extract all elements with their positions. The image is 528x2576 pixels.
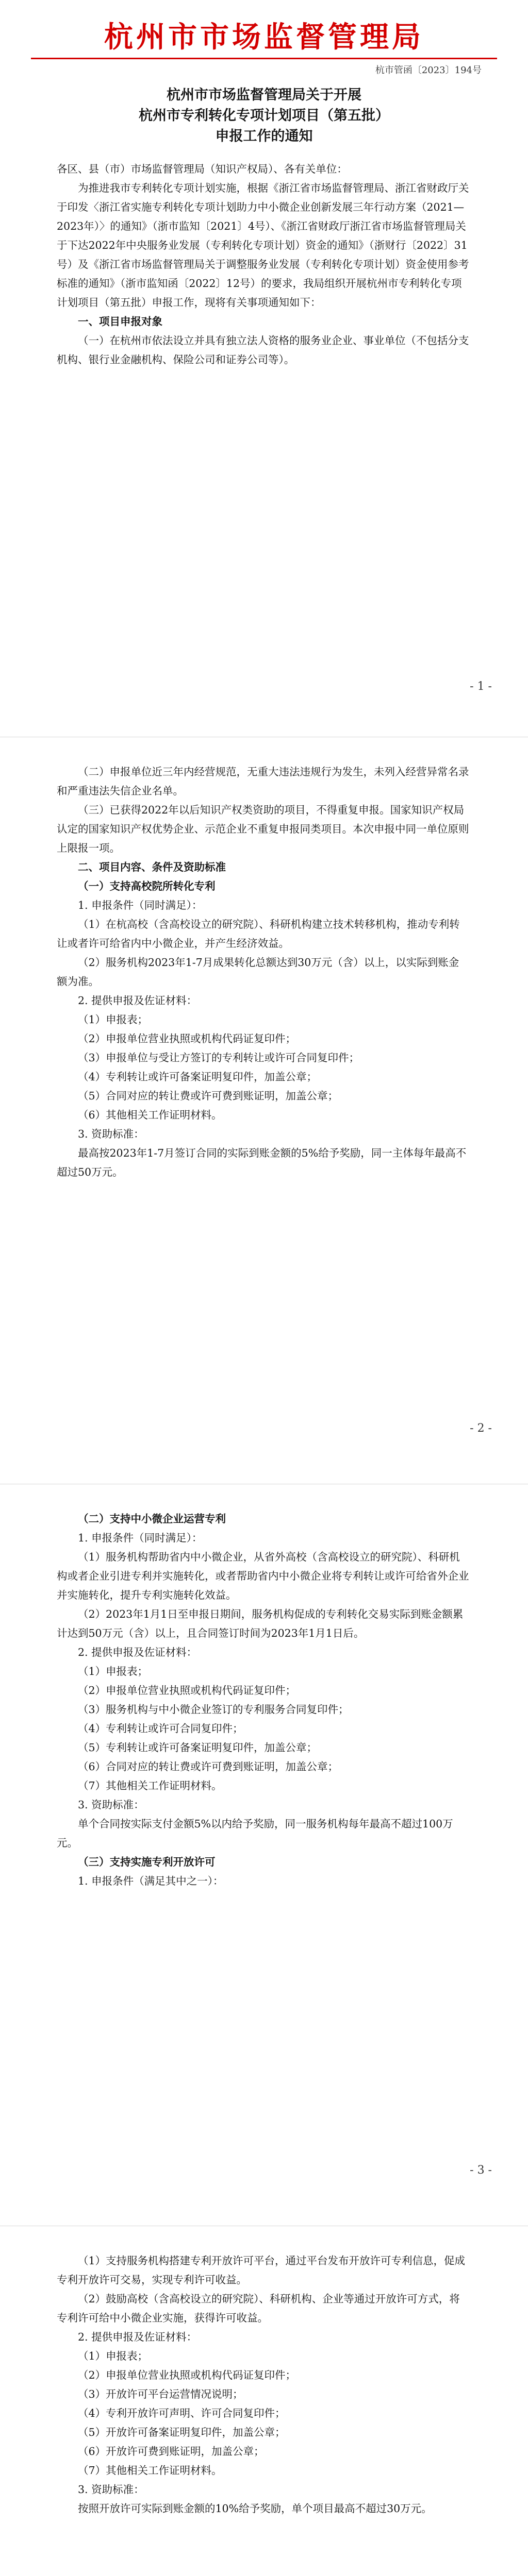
paragraph: （1）在杭高校（含高校设立的研究院）、科研机构建立技术转移机构，推动专利转让或者许可给省内中小微企业，并产生经济效益。: [57, 918, 460, 950]
subsection-heading: （三）支持实施专利开放许可: [78, 1856, 216, 1868]
page-4-content: [57, 2251, 469, 2518]
document-number: 杭市管函〔2023〕194号: [375, 65, 482, 76]
list-item: （5）开放许可备案证明复印件，加盖公章；: [78, 2426, 286, 2438]
list-item: （2）申报单位营业执照或机构代码证复印件；: [78, 1684, 296, 1697]
list-item: （7）其他相关工作证明材料。: [78, 2464, 222, 2477]
list-item: （7）其他相关工作证明材料。: [78, 1780, 222, 1792]
paragraph: 1. 申报条件（满足其中之一）：: [78, 1875, 224, 1887]
paragraph: （2）2023年1月1日至申报日期间，服务机构促成的专利转化交易实际到账金额累计达到50万元（含）以上，且合同签订时间为2023年1月1日后。: [57, 1608, 464, 1639]
list-item: （6）合同对应的转让费或许可费到账证明，加盖公章；: [78, 1760, 339, 1773]
page-2-content: [57, 762, 469, 1182]
paragraph: 1. 申报条件（同时满足）：: [78, 899, 203, 911]
list-item: （2）申报单位营业执照或机构代码证复印件；: [78, 1032, 296, 1045]
page-number: - 3 -: [470, 2164, 492, 2177]
paragraph: 2. 提供申报及佐证材料：: [78, 994, 197, 1007]
paragraph: 2. 提供申报及佐证材料：: [78, 1646, 197, 1658]
list-item: （5）合同对应的转让费或许可费到账证明，加盖公章；: [78, 1090, 339, 1102]
paragraph: （2）鼓励高校（含高校设立的研究院）、科研机构、企业等通过开放许可方式，将专利许可给中小微企业实施，获得许可收益。: [57, 2293, 460, 2324]
paragraph: （二）申报单位近三年内经营规范，无重大违法违规行为发生，未列入经营异常名录和严重违法失信企业名单。: [57, 766, 469, 797]
paragraph: （1）服务机构帮助省内中小微企业，从省外高校（含高校设立的研究院）、科研机构或者企业引进专利并实施转化，或者帮助省内中小微企业将专利转让或许可给省外企业并实施转化，提升专利实施转化效益。: [57, 1551, 469, 1601]
red-divider-line: [31, 58, 497, 59]
paragraph: 3. 资助标准：: [78, 1799, 144, 1811]
list-item: （6）开放许可费到账证明，加盖公章；: [78, 2445, 265, 2458]
list-item: （3）服务机构与中小微企业签订的专利服务合同复印件；: [78, 1703, 349, 1716]
paragraph: （三）已获得2022年以后知识产权类资助的项目，不得重复申报。国家知识产权局认定的国家知识产权优势企业、示范企业不重复申报同类项目。本次申报中同一单位原则上限报一项。: [57, 804, 469, 854]
paragraph: 3. 资助标准：: [78, 2483, 144, 2496]
section-heading: 一、项目申报对象: [78, 315, 162, 328]
list-item: （4）专利转让或许可备案证明复印件，加盖公章；: [78, 1071, 318, 1083]
subsection-heading: （二）支持中小微企业运营专利: [78, 1513, 226, 1525]
page-number: - 1 -: [470, 680, 492, 693]
intro-paragraph: 为推进我市专利转化专项计划实施，根据《浙江省市场监督管理局、浙江省财政厅关于印发〈浙江省实施专利转化专项计划助力中小微企业创新发展三年行动方案（2021—2023年）〉的通知》（浙市监知〔2021〕4号）、《浙江省财政厅浙江省市场监督管理局关于下达2022年中央服务业发展（专利转化专项计划）资金的通知》（浙财行〔2022〕31号）及《浙江省市场监督管理局关于调整服务业发展（专利转化专项计划）资金使用参考标准的通知》（浙市监知函〔2022〕12号）的要求，我局组织开展杭州市专利转化专项计划项目（第五批）申报工作，现将有关事项通知如下：: [57, 182, 469, 309]
page-3-content: [57, 1510, 469, 1891]
salutation: 各区、县（市）市场监督管理局（知识产权局）、各有关单位：: [57, 163, 348, 175]
paragraph: 按照开放许可实际到账金额的10%给予奖励，单个项目最高不超过30万元。: [78, 2502, 432, 2515]
notice-title-line-3: 申报工作的通知: [215, 128, 313, 144]
list-item: （4）专利开放许可声明、许可合同复印件；: [78, 2407, 286, 2419]
page-number: - 2 -: [470, 1422, 492, 1435]
subsection-heading: （一）支持高校院所转化专利: [78, 880, 216, 892]
paragraph: （一）在杭州市依法设立并具有独立法人资格的服务业企业、事业单位（不包括分支机构、银行业金融机构、保险公司和证券公司等）。: [57, 334, 469, 366]
list-item: （1）申报表；: [78, 2350, 148, 2362]
notice-title-line-2: 杭州市专利转化专项计划项目（第五批）: [139, 108, 389, 124]
paragraph: （1）支持服务机构搭建专利开放许可平台，通过平台发布开放许可专利信息，促成专利开放许可交易，实现专利许可收益。: [57, 2255, 466, 2286]
paragraph: 2. 提供申报及佐证材料：: [78, 2331, 197, 2343]
org-title: 杭州市市场监督管理局: [104, 20, 424, 54]
list-item: （4）专利转让或许可合同复印件；: [78, 1722, 243, 1735]
list-item: （1）申报表；: [78, 1665, 148, 1677]
paragraph: 最高按2023年1-7月签订合同的实际到账金额的5%给予奖励，同一主体每年最高不超过50万元。: [57, 1147, 467, 1178]
section-heading: 二、项目内容、条件及资助标准: [78, 861, 226, 873]
list-item: （6）其他相关工作证明材料。: [78, 1109, 222, 1121]
list-item: （3）申报单位与受让方签订的专利转让或许可合同复印件；: [78, 1052, 360, 1064]
page-1-content: [57, 160, 469, 369]
notice-title-line-1: 杭州市市场监督管理局关于开展: [167, 87, 361, 103]
list-item: （1）申报表；: [78, 1013, 148, 1026]
list-item: （5）专利转让或许可备案证明复印件，加盖公章；: [78, 1741, 318, 1754]
paragraph: 1. 申报条件（同时满足）：: [78, 1532, 203, 1544]
paragraph: （2）服务机构2023年1-7月成果转化总额达到30万元（含）以上，以实际到账金额为准。: [57, 956, 459, 988]
list-item: （2）申报单位营业执照或机构代码证复印件；: [78, 2369, 296, 2381]
paragraph: 3. 资助标准：: [78, 1128, 144, 1140]
list-item: （3）开放许可平台运营情况说明；: [78, 2388, 243, 2400]
paragraph: 单个合同按实际支付金额5%以内给予奖励，同一服务机构每年最高不超过100万元。: [57, 1818, 453, 1849]
